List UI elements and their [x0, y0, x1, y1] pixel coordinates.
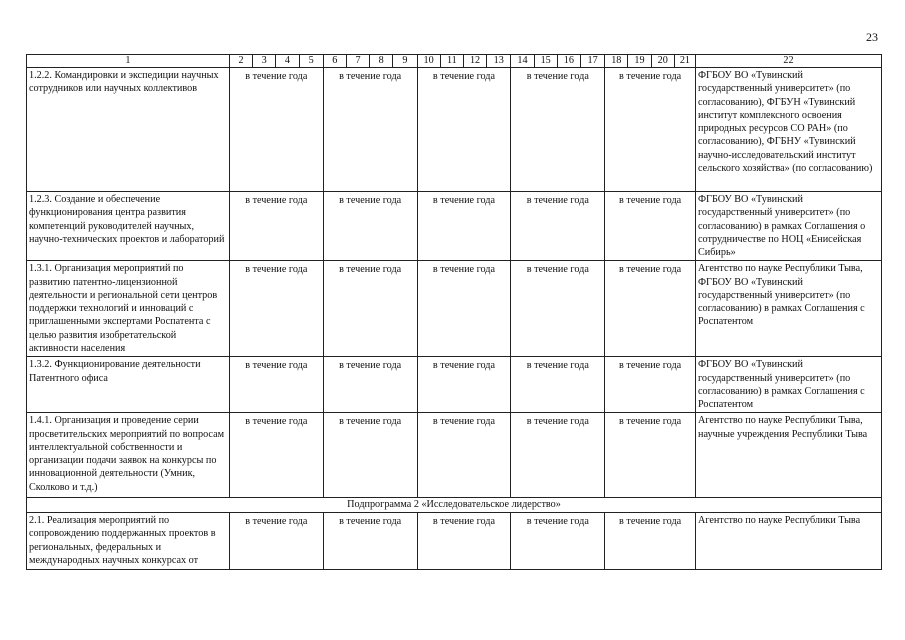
header-row	[27, 55, 882, 68]
responsible-cell: Агентство по науке Республики Тыва, научные учреждения Республики Тыва	[696, 413, 882, 498]
col-header: 16	[557, 55, 580, 68]
col-header: 9	[393, 55, 417, 68]
period-cell: в течение года	[605, 413, 696, 498]
period-cell: в течение года	[605, 68, 696, 192]
activity-cell: 1.3.2. Функционирование деятельности Патентного офиса	[27, 357, 230, 413]
table-row	[27, 513, 882, 570]
period-cell: в течение года	[323, 357, 417, 413]
period-cell: в течение года	[417, 513, 511, 570]
period-cell: в течение года	[229, 68, 323, 192]
col-header: 6	[323, 55, 346, 68]
activity-cell: 2.1. Реализация мероприятий по сопровождению поддержанных проектов в региональных, федеральных и международных научных конкурсах от	[27, 513, 230, 570]
col-header: 13	[487, 55, 511, 68]
period-cell: в течение года	[417, 413, 511, 498]
period-cell: в течение года	[229, 513, 323, 570]
table-row	[27, 357, 882, 413]
period-cell: в течение года	[323, 192, 417, 261]
col-header: 17	[580, 55, 604, 68]
period-cell: в течение года	[417, 192, 511, 261]
col-header: 1	[27, 55, 230, 68]
period-cell: в течение года	[511, 261, 605, 357]
period-cell: в течение года	[511, 413, 605, 498]
period-cell: в течение года	[511, 68, 605, 192]
responsible-cell: ФГБОУ ВО «Тувинский государственный университет» (по согласованию), ФГБУН «Тувинский институт комплексного освоения природных ресурсов СО РАН» (по согласованию), ФГБНУ «Тувинский научно-исследовательский институт сельского хозяйства» (по согласованию)	[696, 68, 882, 192]
period-cell: в течение года	[323, 413, 417, 498]
col-header: 22	[696, 55, 882, 68]
col-header: 7	[346, 55, 369, 68]
col-header: 12	[463, 55, 486, 68]
period-cell: в течение года	[417, 357, 511, 413]
col-header: 19	[628, 55, 651, 68]
period-cell: в течение года	[229, 261, 323, 357]
period-cell: в течение года	[229, 413, 323, 498]
period-cell: в течение года	[323, 513, 417, 570]
col-header: 8	[370, 55, 393, 68]
table-row	[27, 261, 882, 357]
period-cell: в течение года	[605, 357, 696, 413]
col-header: 5	[299, 55, 323, 68]
period-cell: в течение года	[511, 513, 605, 570]
period-cell: в течение года	[605, 513, 696, 570]
activity-cell: 1.4.1. Организация и проведение серии просветительских мероприятий по вопросам интеллектуальной собственности и организации подачи заявок на конкурсы по инновационной деятельности (Умник, Сколково и т.д.)	[27, 413, 230, 498]
period-cell: в течение года	[229, 357, 323, 413]
col-header: 18	[605, 55, 628, 68]
col-header: 3	[253, 55, 276, 68]
period-cell: в течение года	[323, 68, 417, 192]
col-header: 10	[417, 55, 440, 68]
period-cell: в течение года	[417, 68, 511, 192]
col-header: 14	[511, 55, 534, 68]
activity-cell: 1.2.2. Командировки и экспедиции научных сотрудников или научных коллективов	[27, 68, 230, 192]
table-row	[27, 192, 882, 261]
activity-cell: 1.2.3. Создание и обеспечение функционирования центра развития компетенций руководителей научных, научно-технических проектов и лабораторий	[27, 192, 230, 261]
responsible-cell: Агентство по науке Республики Тыва, ФГБОУ ВО «Тувинский государственный университет» (по согласованию) в рамках Соглашения с Роспатентом	[696, 261, 882, 357]
plan-table	[26, 54, 882, 570]
col-header: 2	[229, 55, 252, 68]
col-header: 20	[651, 55, 674, 68]
responsible-cell: Агентство по науке Республики Тыва	[696, 513, 882, 570]
col-header: 11	[440, 55, 463, 68]
table-row	[27, 413, 882, 498]
period-cell: в течение года	[323, 261, 417, 357]
col-header: 4	[276, 55, 299, 68]
responsible-cell: ФГБОУ ВО «Тувинский государственный университет» (по согласованию) в рамках Соглашения с Роспатентом	[696, 357, 882, 413]
subprogram-title: Подпрограмма 2 «Исследовательское лидерство»	[27, 498, 882, 513]
responsible-cell: ФГБОУ ВО «Тувинский государственный университет» (по согласованию) в рамках Соглашения о сотрудничестве по НОЦ «Енисейская Сибирь»	[696, 192, 882, 261]
period-cell: в течение года	[605, 261, 696, 357]
col-header: 15	[534, 55, 557, 68]
period-cell: в течение года	[511, 192, 605, 261]
period-cell: в течение года	[229, 192, 323, 261]
period-cell: в течение года	[605, 192, 696, 261]
subprogram-row	[27, 498, 882, 513]
period-cell: в течение года	[417, 261, 511, 357]
period-cell: в течение года	[511, 357, 605, 413]
page-number: 23	[866, 30, 878, 44]
col-header: 21	[674, 55, 695, 68]
activity-cell: 1.3.1. Организация мероприятий по развитию патентно-лицензионной деятельности и региональной сети центров поддержки технологий и инноваций с приглашенными экспертами Роспатента с целью развития изобретательской активности населения	[27, 261, 230, 357]
table-row	[27, 68, 882, 192]
